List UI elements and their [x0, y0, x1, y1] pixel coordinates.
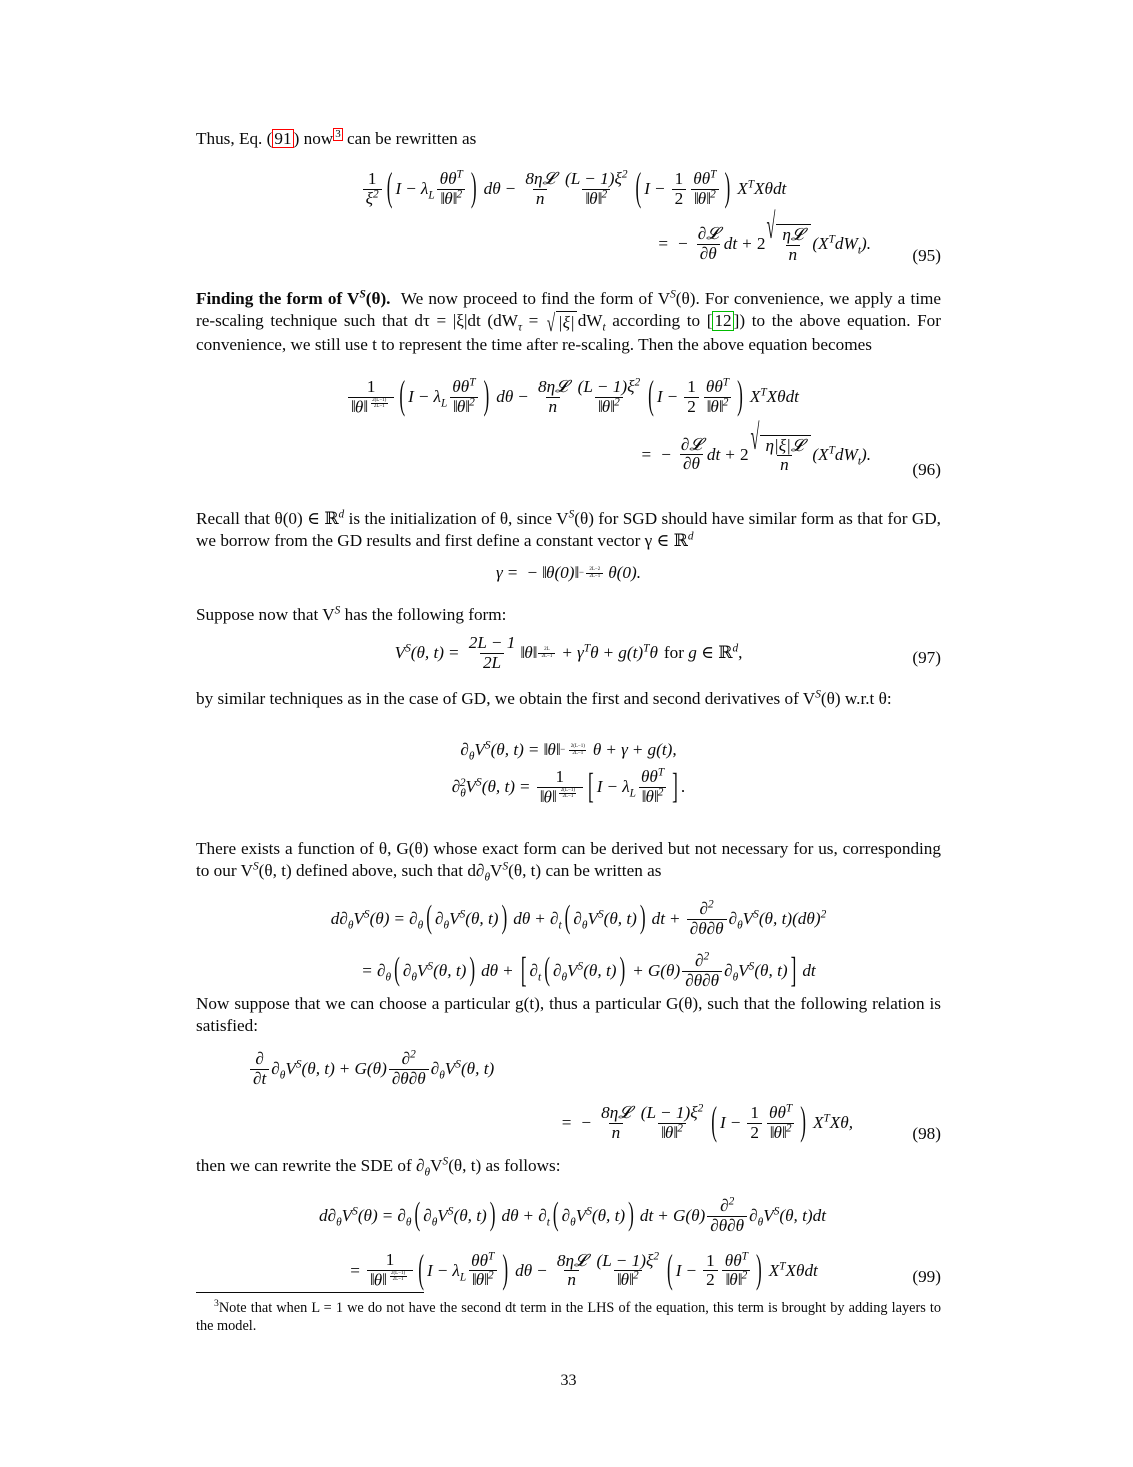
- sqrt-abs-xi: √ |ξ|: [546, 308, 575, 336]
- p3-sup-d2: d: [687, 530, 694, 543]
- footnote-body: Note that when L = 1 we do not have the second dt term in the LHS of the equation, this term is brought by adding layers to the model.: [196, 1300, 941, 1335]
- equation-98-number: (98): [912, 1124, 941, 1143]
- equation-98: [196, 1050, 941, 1142]
- paragraph-then-rewrite-sde: then we can rewrite the SDE of $\partial_\theta V^S(\theta$, t) as follows:: [196, 1155, 561, 1179]
- p2-text-a: We now proceed to find the form of V: [400, 289, 671, 308]
- second-derivative-line: $\partial_\theta^2V^S(\theta$, t) = 1 ‖θ‖ $^{\frac{2(L-1)}{2L-1}}$ [ I − $\lambda_L$ $\frac{\theta\theta^T}{‖\theta‖^2}$ ] .: [451, 766, 686, 807]
- equation-97: [196, 634, 941, 672]
- p3-sup-d: d: [338, 508, 345, 521]
- p6-text-d: (θ, t) can be written as: [508, 861, 662, 881]
- equation-95-number: (95): [912, 246, 941, 265]
- p2-text-d: dW: [577, 311, 603, 331]
- expansion-line-1: $d\partial_\theta V^S(\theta)$ = $\partial_\theta$ ( $\partial_\theta V^S(\theta$, t) ) dθ + $\partial_t$ ( $\partial_\theta V^S(\theta$, t) ) dt + $\frac{\partial^2}{\partial\theta\partial\theta}$ $\partial_\theta V^S(\theta$, $t)(d\theta)^2$: [330, 898, 827, 938]
- footnote-marker-link[interactable]: 3: [335, 128, 341, 141]
- equation-derivatives: [196, 740, 941, 807]
- footnote-section: [196, 1292, 941, 1335]
- text-can-be-rewritten: can be rewritten as: [347, 129, 477, 148]
- equation-96-number: (96): [912, 460, 941, 479]
- equation-99: [196, 1197, 941, 1290]
- paragraph-intro: [196, 128, 941, 150]
- equation-99-line-1: $d\partial_\theta V^S(\theta)$ = $\partial_\theta$ ( $\partial_\theta V^S(\theta$, t) ) dθ + $\partial_t$ ( $\partial_\theta V^S(\theta$, t) ) dt + G(θ) $\frac{\partial^2}{\partial\theta\partial\theta}$ $\partial_\theta V^S(\theta$, t)dt: [318, 1195, 827, 1235]
- p3-text-c: (θ) for SGD should have similar form as that for GD, we borrow from the GD results and first define a constant vector γ ∈ ℝ: [196, 509, 941, 551]
- equation-98-line-1: $\frac{\partial}{\partial t}$ $\partial_\theta V^S(\theta$, t) + G(θ) $\frac{\partial^2}{\partial\theta\partial\theta}$ $\partial_\theta V^S(\theta$, t): [196, 1050, 941, 1088]
- p2-text-c: =: [522, 311, 545, 331]
- first-derivative-line: $\partial_\theta V^S(\theta$, t) = ‖θ‖ − $\frac{2(L-1)}{2L-1}$ θ + γ + g(t),: [460, 739, 677, 763]
- p6-text-b: (θ, t) defined above, such that d∂: [258, 861, 485, 881]
- equation-97-number: (97): [912, 648, 941, 667]
- equation-99-line-2: = 1 ‖θ‖ $^{\frac{2(L-1)}{2L-1}}$ ( I − $\lambda_L$ $\frac{\theta\theta^T}{‖\theta‖^2}$ ) dθ − $\frac{\text{8η𝓛}}{n}$ $\frac{(L - 1)\xi^2}{‖\theta‖^2}$ ( I − $\frac{1}{2}$ $\frac{\theta\theta^T}{‖\theta‖^2}$ ) $X^TX\theta dt$: [350, 1246, 818, 1291]
- p8-text-a: then we can rewrite the SDE of ∂: [196, 1156, 425, 1175]
- paragraph-finding-form: Finding the form of $V^S(\theta)$. We now proceed to find the form of $V^S(\theta)$. For convenience, we apply a time re-scaling technique such that dτ = |ξ|dt ($dW_\tau$ = √ |ξ| $dW_t$ according to [ 12 ]) to the above equation. For convenience, we still use t to represent the time after re-scaling. Then the above equation becomes: [196, 288, 941, 355]
- gamma-def-line: γ = − ‖θ(0)‖ − $\frac{2L-2}{2L-1}$ θ(0).: [495, 563, 641, 582]
- citation-link-12[interactable]: 12: [714, 311, 732, 331]
- equation-97-line: $V^S(\theta$, t) = $\frac{2L - 1}{2L}$ ‖θ‖ $\frac{2L}{2L-1}$ + $\gamma^T\theta$ + $g(t)^T\theta$ for g ∈ ℝ$^d$,: [394, 633, 743, 672]
- p4-text-a: Suppose now that V: [196, 605, 335, 624]
- p4-text-b: has the following form:: [340, 605, 507, 624]
- expansion-line-2: = $\partial_\theta$ ( $\partial_\theta V^S(\theta$, t) ) dθ + [ $\partial_t$ ( $\partial_\theta V^S(\theta$, t) ) + G(θ) $\frac{\partial^2}{\partial\theta\partial\theta}$ $\partial_\theta V^S(\theta$, t) ] dt: [362, 950, 816, 991]
- text-thus-eq: Thus, Eq. (: [196, 129, 273, 148]
- equation-95-line-1: $\frac{1}{\xi^2}$ ( I − $\lambda_L$ $\frac{\theta\theta^T}{‖\theta‖^2}$ ) dθ − $\frac{\text{8η𝓛}}{n}$ $\frac{(L - 1)\xi^2}{‖\theta‖^2}$ ( I − $\frac{1}{2}$ $\frac{\theta\theta^T}{‖\theta‖^2}$ ) $X^TX\theta dt$: [196, 170, 941, 208]
- equation-link-91[interactable]: 91: [274, 129, 292, 148]
- p2-text-f: ]) to the above equation. For convenience, we still use t to represent the time after re-scaling. Then the above equation becomes: [196, 311, 941, 355]
- footnote-text: [196, 1299, 941, 1335]
- p7-text: Now suppose that we can choose a particular g(t), thus a particular G(θ), such that the following relation is satisfied:: [196, 994, 941, 1036]
- footnote-rule: [196, 1292, 424, 1293]
- p2-text-b: (θ). For convenience, we apply a time re-scaling technique such that dτ = |ξ|dt (dW: [196, 289, 941, 331]
- equation-ddtheta-expansion: [196, 900, 941, 990]
- p2-text-e: according to [: [605, 311, 713, 331]
- heading-sup-S: S: [359, 288, 366, 301]
- paragraph-exists-function-G: There exists a function of θ, G(θ) whose exact form can be derived but not necessary for us, corresponding to our $V^S(\theta$, t) defined above, such that $d\partial_\theta V^S(\theta$, t) can be written as: [196, 839, 941, 884]
- equation-99-number: (99): [912, 1267, 941, 1286]
- equation-98-line-2: = − $\frac{\text{8η𝓛}}{n}$ $\frac{(L - 1)\xi^2}{‖\theta‖^2}$ ( I − $\frac{1}{2}$ $\frac{\theta\theta^T}{‖\theta‖^2}$ ) $X^TX\theta$,: [561, 1098, 853, 1144]
- equation-95: [196, 164, 941, 265]
- heading-text: Finding the form of V: [196, 289, 360, 308]
- p6-sub-theta: θ: [484, 871, 491, 884]
- heading-theta: (θ).: [365, 289, 391, 308]
- p8-sub-theta: θ: [424, 1166, 431, 1179]
- paragraph-derivatives: by similar techniques as in the case of GD, we obtain the first and second derivatives of $V^S(\theta)$ w.r.t θ:: [196, 688, 892, 708]
- equation-96: [196, 372, 941, 479]
- p5-text-b: (θ) w.r.t θ:: [820, 689, 892, 708]
- p8-text-c: (θ, t) as follows:: [448, 1156, 561, 1175]
- p2-sub-tau: τ: [517, 321, 522, 334]
- p8-text-b: V: [430, 1156, 443, 1175]
- p6-text-c: V: [490, 861, 503, 881]
- equation-96-line-1: 1 ‖θ‖ $^{\frac{2(L-1)}{2L-1}}$ ( I − $\lambda_L$ $\frac{\theta\theta^T}{‖\theta‖^2}$ ) dθ − $\frac{\text{8η𝓛}}{n}$ $\frac{(L - 1)\xi^2}{‖\theta‖^2}$ ( I − $\frac{1}{2}$ $\frac{\theta\theta^T}{‖\theta‖^2}$ ) $X^TX\theta dt$: [196, 378, 941, 417]
- equation-96-line-2: = − $\frac{\text{∂𝓛}}{\partial\theta}$ dt + 2 √ $\frac{\text{η|ξ|𝓛}}{n}$ $(X^TdW_t)$.: [641, 416, 871, 475]
- p3-text-b: is the initialization of θ, since V: [344, 509, 569, 528]
- page-number: 33: [560, 1372, 577, 1389]
- paragraph-recall-init: Recall that θ(0) ∈ ℝ$^d$ is the initialization of θ, since $V^S(\theta)$ for SGD should have similar form as that for GD, we borrow from the GD results and first define a constant vector γ ∈ ℝ$^d$: [196, 508, 941, 551]
- equation-95-line-2: = − $\frac{\text{∂𝓛}}{\partial\theta}$ dt + 2 √ $\frac{\text{η𝓛}}{n}$ $(X^TdW_t)$.: [658, 206, 871, 264]
- paragraph-now-suppose: [196, 993, 941, 1038]
- sqrt-arg: |ξ|: [557, 312, 575, 332]
- equation-gamma-definition: [196, 563, 941, 583]
- footnote-number: 3: [214, 1298, 219, 1310]
- p2-sub-t: t: [602, 321, 606, 334]
- paragraph-suppose-form: Suppose now that $V^S$ has the following form:: [196, 604, 507, 624]
- text-after-link: ) now: [293, 129, 334, 148]
- paper-page: [196, 0, 941, 1467]
- p5-text-a: by similar techniques as in the case of GD, we obtain the first and second derivatives of V: [196, 689, 816, 708]
- p3-text-a: Recall that θ(0) ∈ ℝ: [196, 509, 339, 528]
- paragraph-heading: [196, 289, 390, 308]
- p6-text-a: There exists a function of θ, G(θ) whose exact form can be derived but not necessary for us, corresponding to our V: [196, 839, 941, 881]
